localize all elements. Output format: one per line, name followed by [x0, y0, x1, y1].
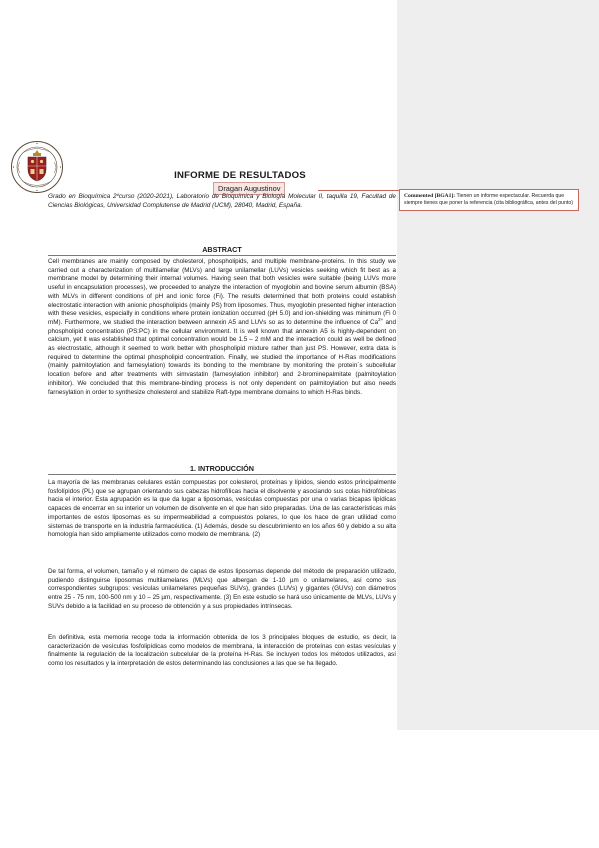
- abstract-text-part-2: and phospholipid concentration (PS:PC) in the cellular environment. It is well known that annexin A5 is highly-dependent on calcium, yet it was established that optimal concentration would be 1.5 – 2 mM and the interaction could as well be defined as electrostatic, although it seemed to work better with phospholipid mixture rather than just PS. However, extra data is required to determine the optimal phospholipid concentration. Finally, we studied the importance of H-Ras modifications (mainly palmitoylation and farnesylation) towards its bonding to the membrane by monitoring the protein´s subcellular location before and after treatments with simvastatin (farnesylation inhibitor) and 2-brominepalmitate (palmitoylation inhibitor). We concluded that this membrane-binding process is not only dependent on palmitoylation but also needs farnesylation in order to synthesize cholesterol and stabilize Raft-type membrane domains to which H-Ras binds.: [48, 318, 396, 396]
- intro-paragraph-3: En definitiva, esta memoria recoge toda la información obtenida de los 3 principales bloques de estudio, es decir, la caracterización de vesículas fosfolipídicas como modelos de membrana, la interacción de proteínas con estas vesículas y finalmente la regulación de la localización subcelular de la proteína H-Ras. Se incluyen todos los métodos utilizados, así como los resultados y la interpretación de estos determinando las conclusiones a las que se ha llegado.: [48, 634, 396, 668]
- introduction-heading: 1. INTRODUCCIÓN: [48, 464, 396, 475]
- intro-paragraph-2: De tal forma, el volumen, tamaño y el número de capas de estos liposomas depende del método de preparación utilizado, pudiendo distinguirse liposomas multilamelares (MLVs) que albergan de 1-10 µm o unilamelares, así como sus correspondientes subgrupos: vesículas unilamelares pequeñas SUVs), grandes (LUVs) y gigantes (GUVs) con diámetros entre 25 - 75 nm, 100-500 nm y 10 – 25 µm, respectivamente. (3) En este estudio se hará uso únicamente de MLVs, LUVs y SUVs debido a la facilidad en su proceso de obtención y a sus propiedades intrínsecas.: [48, 568, 396, 610]
- review-comment-balloon[interactable]: [399, 189, 579, 211]
- intro-paragraph-1: La mayoría de las membranas celulares están compuestas por colesterol, proteínas y lípidos, siendo estos principalmente fosfolípidos (PL) que se agrupan orientando sus cabezas hidrofílicas hacia el disolvente y asociando sus colas hidrofóbicas hacia el interior. Esta agrupación es la que da lugar a liposomas, vesículas compuestas por una o varias bicapas lipídicas capaces de encerrar en su interior un volumen de disolvente en el que han sido preparadas. Una de las características más importantes de estos liposomas es su impermeabilidad a compuestos polares, lo que los hace de gran utilidad como sistemas de transporte en la industria farmacéutica. (1) Además, desde su descubrimiento en los años 60 y debido a su alta homología han sido ampliamente utilizados como modelo de membrana. (2): [48, 479, 396, 539]
- comment-author-label: Commented [BGA1]:: [404, 193, 456, 199]
- comments-margin-pane: [397, 0, 599, 730]
- comment-text: Tienen un informe espectacular. Recuerda que siempre tienes que poner la referencia (cita bibliográfica, antes del punto): [404, 193, 573, 206]
- university-crest-icon: [10, 140, 64, 194]
- abstract-text-part-1: Cell membranes are mainly composed by cholesterol, phospholipids, and multiple membrane-proteins. In this study we carried out a characterization of multilamellar (MLVs) and large unilamellar (LUVs) vesicles seeking which fit best as a membrane model by determining their internal volumes. Having seen that both vesicles were suitable (being LUVs more useful in encapsulation processes), we proceeded to analyze the interaction of myoglobin and bovine serum albumin (BSA) with MLVs in different conditions of pH and ionic force (Fi). The results determined that both proteins could establish electrostatic interaction with anionic phospholipids (mainly PS) from liposomes. Thus, myoglobin presented higher interaction with these vesicles, especially in conditions where protein ionization occurred (pH 5.0) and ion-shielding was minimum (Fi 0 mM). Furthermore, we studied the interaction between annexin A5 and LUVs so as to determine the influence of Ca: [48, 258, 396, 326]
- author-name-highlight[interactable]: Dragan Augustinov: [213, 182, 285, 195]
- comment-connector-line: [318, 190, 399, 191]
- author-affiliation: Grado en Bioquímica 2ºcurso (2020-2021), Laboratorio de Bioquímica y Biología Molecular II, taquilla 19, Facultad de Ciencias Biológicas, Universidad Complutense de Madrid (UCM), 28040, Madrid, España.: [48, 193, 396, 210]
- abstract-heading: ABSTRACT: [48, 245, 396, 256]
- calcium-superscript: 2+: [378, 316, 384, 322]
- comments-margin-blank: [397, 730, 599, 848]
- abstract-paragraph: [48, 258, 396, 397]
- document-title: INFORME DE RESULTADOS: [174, 170, 306, 181]
